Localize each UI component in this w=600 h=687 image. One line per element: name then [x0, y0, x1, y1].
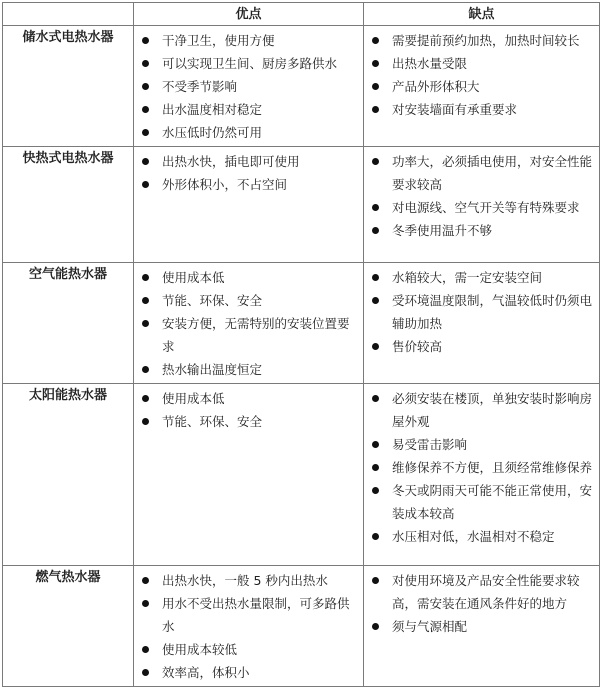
- water-heater-comparison-table: [2, 2, 600, 687]
- list-item: 功率大，必须插电使用，对安全性能要求较高: [364, 150, 595, 196]
- list-item: 安装方便，无需特别的安装位置要求: [134, 312, 359, 358]
- list-item: 出热水量受限: [364, 52, 595, 75]
- bullet-icon: [142, 418, 149, 425]
- bullet-icon: [372, 83, 379, 90]
- pros-cell: [134, 26, 364, 147]
- pros-cell: [134, 147, 364, 263]
- bullet-icon: [142, 600, 149, 607]
- list-item: 节能、环保、安全: [134, 410, 359, 433]
- list-item: 可以实现卫生间、厨房多路供水: [134, 52, 359, 75]
- bullet-icon: [142, 577, 149, 584]
- list-item: 水压相对低，水温相对不稳定: [364, 525, 595, 548]
- pros-cell: [134, 566, 364, 687]
- cons-cell: [364, 384, 600, 566]
- list-item: 效率高，体积小: [134, 661, 359, 684]
- bullet-icon: [372, 343, 379, 350]
- bullet-icon: [142, 646, 149, 653]
- list-item: 对使用环境及产品安全性能要求较高，需安装在通风条件好的地方: [364, 569, 595, 615]
- list-item: 出热水快，插电即可使用: [134, 150, 359, 173]
- bullet-icon: [142, 37, 149, 44]
- table-row: [3, 384, 600, 566]
- bullet-icon: [142, 106, 149, 113]
- list-item: 使用成本低: [134, 387, 359, 410]
- heater-type: 空气能热水器: [3, 263, 134, 384]
- heater-type: 快热式电热水器: [3, 147, 134, 263]
- list-item: 冬季使用温升不够: [364, 219, 595, 242]
- header-pros: 优点: [134, 3, 364, 26]
- list-item: 使用成本低: [134, 266, 359, 289]
- list-item: 需要提前预约加热，加热时间较长: [364, 29, 595, 52]
- list-item: 对电源线、空气开关等有特殊要求: [364, 196, 595, 219]
- bullet-icon: [372, 623, 379, 630]
- bullet-icon: [372, 464, 379, 471]
- table-row: [3, 566, 600, 687]
- bullet-icon: [142, 158, 149, 165]
- table-row: [3, 147, 600, 263]
- bullet-icon: [372, 227, 379, 234]
- bullet-icon: [372, 441, 379, 448]
- list-item: 售价较高: [364, 335, 595, 358]
- list-item: 必须安装在楼顶，单独安装时影响房屋外观: [364, 387, 595, 433]
- list-item: 出水温度相对稳定: [134, 98, 359, 121]
- bullet-icon: [372, 60, 379, 67]
- bullet-icon: [372, 106, 379, 113]
- header-type: [3, 3, 134, 26]
- bullet-icon: [372, 297, 379, 304]
- bullet-icon: [372, 204, 379, 211]
- bullet-icon: [372, 158, 379, 165]
- cons-cell: [364, 26, 600, 147]
- list-item: 出热水快，一般 5 秒内出热水: [134, 569, 359, 592]
- bullet-icon: [142, 320, 149, 327]
- list-item: 产品外形体积大: [364, 75, 595, 98]
- bullet-icon: [372, 577, 379, 584]
- cons-cell: [364, 566, 600, 687]
- list-item: 维修保养不方便，且须经常维修保养: [364, 456, 595, 479]
- list-item: 外形体积小，不占空间: [134, 173, 359, 196]
- pros-cell: [134, 384, 364, 566]
- table-row: [3, 26, 600, 147]
- bullet-icon: [142, 60, 149, 67]
- cons-cell: [364, 147, 600, 263]
- bullet-icon: [372, 487, 379, 494]
- list-item: 对安装墙面有承重要求: [364, 98, 595, 121]
- bullet-icon: [142, 297, 149, 304]
- heater-type: 储水式电热水器: [3, 26, 134, 147]
- list-item: 不受季节影响: [134, 75, 359, 98]
- list-item: 须与气源相配: [364, 615, 595, 638]
- list-item: 水压低时仍然可用: [134, 121, 359, 144]
- list-item: 干净卫生，使用方便: [134, 29, 359, 52]
- bullet-icon: [372, 533, 379, 540]
- table-row: [3, 263, 600, 384]
- bullet-icon: [142, 669, 149, 676]
- bullet-icon: [372, 395, 379, 402]
- bullet-icon: [372, 274, 379, 281]
- heater-type: 燃气热水器: [3, 566, 134, 687]
- list-item: 用水不受出热水量限制，可多路供水: [134, 592, 359, 638]
- list-item: 节能、环保、安全: [134, 289, 359, 312]
- list-item: 热水输出温度恒定: [134, 358, 359, 381]
- list-item: 冬天或阴雨天可能不能正常使用，安装成本较高: [364, 479, 595, 525]
- bullet-icon: [142, 181, 149, 188]
- cons-cell: [364, 263, 600, 384]
- bullet-icon: [142, 274, 149, 281]
- list-item: 受环境温度限制，气温较低时仍须电辅助加热: [364, 289, 595, 335]
- bullet-icon: [142, 129, 149, 136]
- list-item: 使用成本较低: [134, 638, 359, 661]
- pros-cell: [134, 263, 364, 384]
- header-row: [3, 3, 600, 26]
- list-item: 水箱较大，需一定安装空间: [364, 266, 595, 289]
- bullet-icon: [142, 83, 149, 90]
- bullet-icon: [372, 37, 379, 44]
- list-item: 易受雷击影响: [364, 433, 595, 456]
- bullet-icon: [142, 395, 149, 402]
- bullet-icon: [142, 366, 149, 373]
- heater-type: 太阳能热水器: [3, 384, 134, 566]
- header-cons: 缺点: [364, 3, 600, 26]
